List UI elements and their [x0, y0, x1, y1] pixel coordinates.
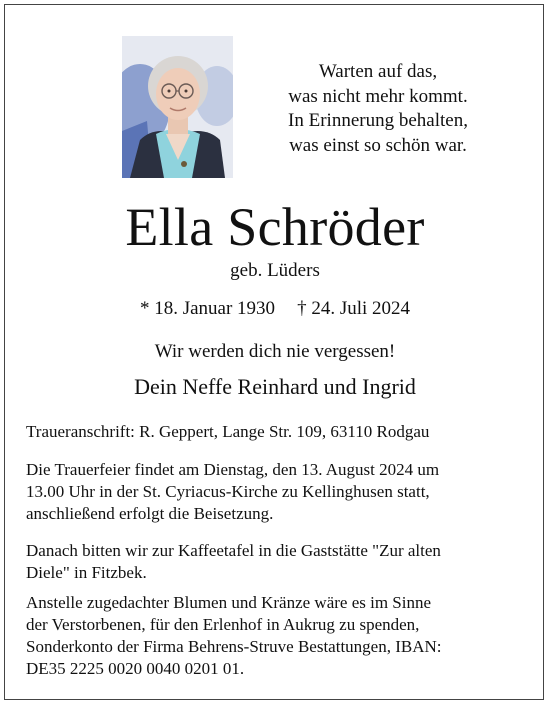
condolence-address: Traueranschrift: R. Geppert, Lange Str. 109, 63110 Rodgau	[26, 422, 430, 441]
ceremony-paragraph	[26, 459, 526, 525]
paragraph-line: Die Trauerfeier findet am Dienstag, den 13. August 2024 um	[26, 460, 440, 479]
donation-paragraph	[26, 592, 526, 680]
mourners-line: Dein Neffe Reinhard und Ingrid	[134, 374, 416, 399]
paragraph-line: anschließend erfolgt die Beisetzung.	[26, 504, 274, 523]
paragraph-line: Diele" in Fitzbek.	[26, 563, 147, 582]
deceased-name: Ella Schröder	[125, 197, 425, 257]
portrait-photo	[122, 36, 233, 178]
paragraph-line: Sonderkonto der Firma Behrens-Struve Bestattungen, IBAN:	[26, 637, 442, 656]
paragraph-line: Danach bitten wir zur Kaffeetafel in die Gaststätte "Zur alten	[26, 541, 441, 560]
birth-date: * 18. Januar 1930	[139, 298, 276, 319]
life-dates	[0, 296, 550, 322]
farewell-line: Wir werden dich nie vergessen!	[154, 341, 396, 362]
poem-line: In Erinnerung behalten,	[288, 110, 468, 131]
death-date: † 24. Juli 2024	[297, 298, 411, 319]
poem-line: was nicht mehr kommt.	[288, 85, 468, 107]
birth-name: geb. Lüders	[230, 260, 320, 281]
paragraph-line: DE35 2225 0020 0040 0201 01.	[26, 659, 245, 678]
coffee-paragraph	[26, 540, 526, 584]
memorial-poem	[258, 60, 498, 158]
paragraph-line: Anstelle zugedachter Blumen und Kränze wäre es im Sinne	[26, 593, 432, 612]
poem-line: was einst so schön war.	[289, 134, 467, 156]
paragraph-line: 13.00 Uhr in der St. Cyriacus-Kirche zu Kellinghusen statt,	[26, 482, 430, 501]
poem-line: Warten auf das,	[318, 61, 438, 82]
paragraph-line: der Verstorbenen, für den Erlenhof in Aukrug zu spenden,	[26, 615, 420, 634]
